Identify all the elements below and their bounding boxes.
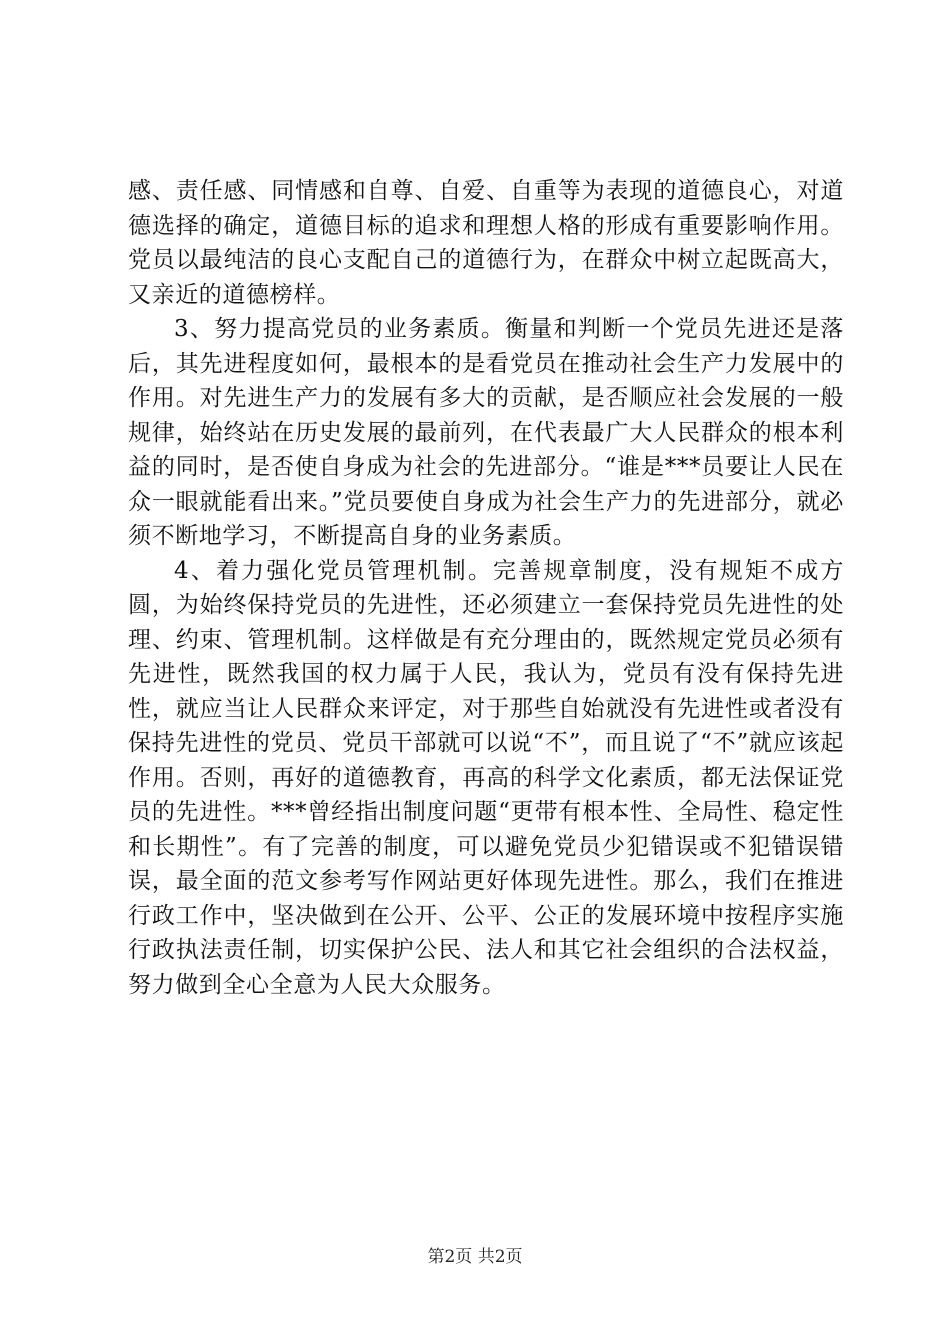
paragraph-point-4: 4、着力强化党员管理机制。完善规章制度，没有规矩不成方圆，为始终保持党员的先进性，还必须建立一套保持党员先进性的处理、约束、管理机制。这样做是有充分理由的，既然规定党员必须有先进性，既然我国的权力属于人民，我认为，党员有没有保持先进性，就应当让人民群众来评定，对于那些自始就没有先进性或者没有保持先进性的党员、党员干部就可以说“不”，而且说了“不”就应该起作用。否则，再好的道德教育，再高的科学文化素质，都无法保证党员的先进性。***曾经指出制度问题“更带有根本性、全局性、稳定性和长期性”。有了完善的制度，可以避免党员少犯错误或不犯错误错误，最全面的范文参考写作网站更好体现先进性。那么，我们在推进行政工作中，坚决做到在公开、公平、公正的发展环境中按程序实施行政执法责任制，切实保护公民、法人和其它社会组织的合法权益，努力做到全心全意为人民大众服务。	[128, 557, 844, 998]
page-footer: 第2页 共2页	[427, 1247, 523, 1267]
paragraph-point-3: 3、努力提高党员的业务素质。衡量和判断一个党员先进还是落后，其先进程度如何，最根本的是看党员在推动社会生产力发展中的作用。对先进生产力的发展有多大的贡献，是否顺应社会发展的一般规律，始终站在历史发展的最前列，在代表最广大人民群众的根本利益的同时，是否使自身成为社会的先进部分。“谁是***员要让人民在众一眼就能看出来。”党员要使自身成为社会生产力的先进部分，就必须不断地学习，不断提高自身的业务素质。	[128, 316, 844, 549]
paragraph-continuation: 感、责任感、同情感和自尊、自爱、自重等为表现的道德良心，对道德选择的确定，道德目标的追求和理想人格的形成有重要影响作用。党员以最纯洁的良心支配自己的道德行为，在群众中树立起既高大，又亲近的道德榜样。	[128, 178, 844, 308]
document-body	[128, 174, 844, 1002]
